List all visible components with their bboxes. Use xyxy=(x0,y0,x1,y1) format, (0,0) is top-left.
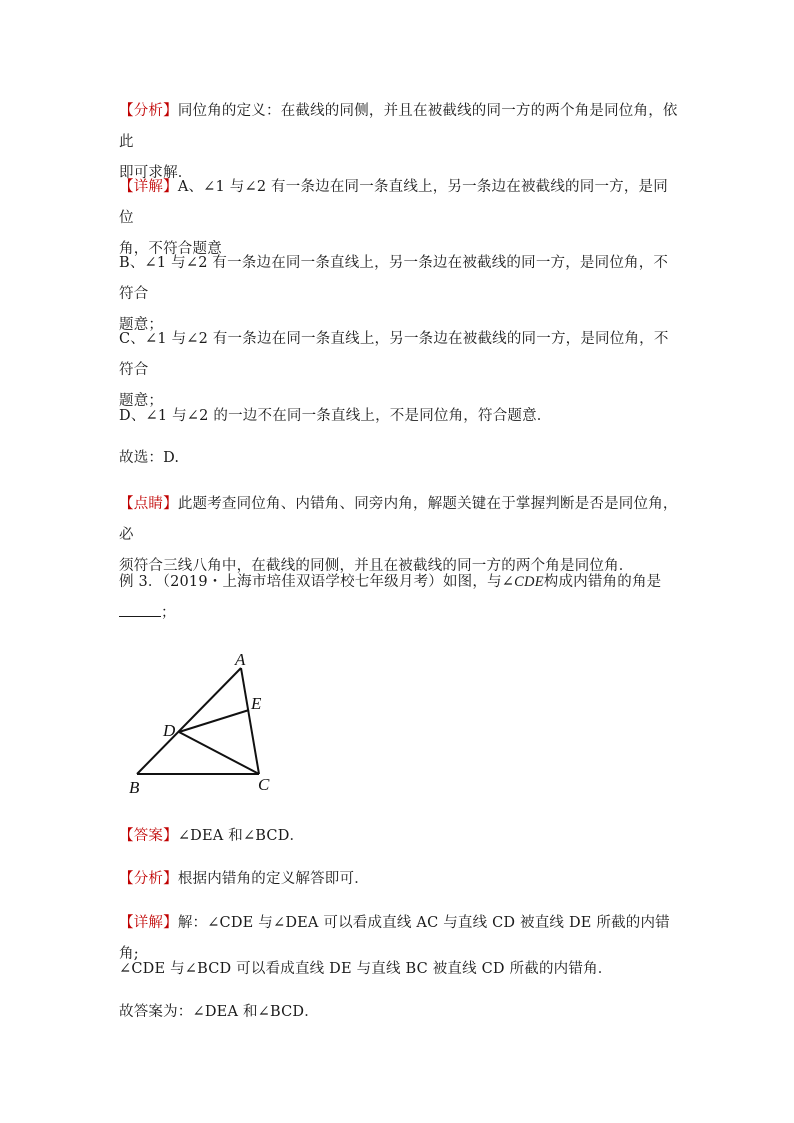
label-e: E xyxy=(251,694,262,713)
example-3-angle: ∠CDE xyxy=(501,574,544,590)
example-3-after-blank: ； xyxy=(161,605,176,621)
segment-dc xyxy=(179,732,259,774)
example-3-paragraph xyxy=(119,567,679,629)
segment-ba xyxy=(137,668,241,774)
comment-line-1: 此题考查同位角、内错角、同旁内角，解题关键在于掌握判断是否是同位角，必 xyxy=(119,496,678,543)
label-c: C xyxy=(258,775,270,794)
final-paragraph xyxy=(119,997,679,1028)
answer-tag: 【答案】 xyxy=(119,828,178,844)
label-b: B xyxy=(129,778,140,797)
triangle-diagram xyxy=(118,640,288,805)
detail-2-line-1: 解：∠CDE 与∠DEA 可以看成直线 AC 与直线 CD 被直线 DE 所截的内错角; xyxy=(119,915,670,962)
option-b-line-1: B、∠1 与∠2 有一条边在同一条直线上，另一条边在被截线的同一方，是同位角，不符合 xyxy=(119,255,669,302)
detail-2-tag: 【详解】 xyxy=(119,915,178,931)
option-c-line-2: 题意； xyxy=(119,393,164,409)
detail-paragraph-2b xyxy=(119,954,679,985)
final-answer-text: 故答案为：∠DEA 和∠BCD． xyxy=(119,1004,319,1020)
comment-line-2: 须符合三线八角中，在截线的同侧，并且在被截线的同一方的两个角是同位角． xyxy=(119,558,634,574)
analysis-line-2: 即可求解． xyxy=(119,165,193,181)
segment-ac xyxy=(241,668,259,774)
detail-2-line-2: ∠CDE 与∠BCD 可以看成直线 DE 与直线 BC 被直线 CD 所截的内错角． xyxy=(119,961,613,977)
analysis-2-text: 根据内错角的定义解答即可． xyxy=(177,871,369,887)
option-b-line-2: 题意； xyxy=(119,317,164,333)
triangle-figure xyxy=(118,640,288,805)
example-3-suffix: 构成内错角的角是 xyxy=(543,574,662,590)
analysis-paragraph-2 xyxy=(119,864,679,895)
choice-text: 故选：D. xyxy=(119,450,180,466)
analysis-2-tag: 【分析】 xyxy=(119,871,178,887)
label-d: D xyxy=(163,721,176,740)
analysis-line-1: 同位角的定义：在截线的同侧，并且在被截线的同一方的两个角是同位角，依此 xyxy=(119,103,678,150)
detail-line-2: 角，不符合题意 xyxy=(119,241,222,257)
answer-text: ∠DEA 和∠BCD． xyxy=(177,828,305,844)
choice-paragraph xyxy=(119,443,679,474)
answer-blank xyxy=(119,602,161,617)
analysis-tag: 【分析】 xyxy=(119,103,178,119)
example-3-prefix: 例 3．（2019・上海市培佳双语学校七年级月考）如图，与 xyxy=(119,574,502,590)
label-a: A xyxy=(235,650,246,669)
comment-tag: 【点睛】 xyxy=(119,496,178,512)
detail-tag: 【详解】 xyxy=(119,179,178,195)
option-d-line-1: D、∠1 与∠2 的一边不在同一条直线上，不是同位角，符合题意． xyxy=(119,408,552,424)
detail-line-1: A、∠1 与∠2 有一条边在同一条直线上，另一条边在被截线的同一方，是同位 xyxy=(119,179,668,226)
option-d-paragraph xyxy=(119,401,679,432)
answer-paragraph xyxy=(119,821,679,852)
option-c-line-1: C、∠1 与∠2 有一条边在同一条直线上，另一条边在被截线的同一方，是同位角，不符合 xyxy=(119,331,669,378)
